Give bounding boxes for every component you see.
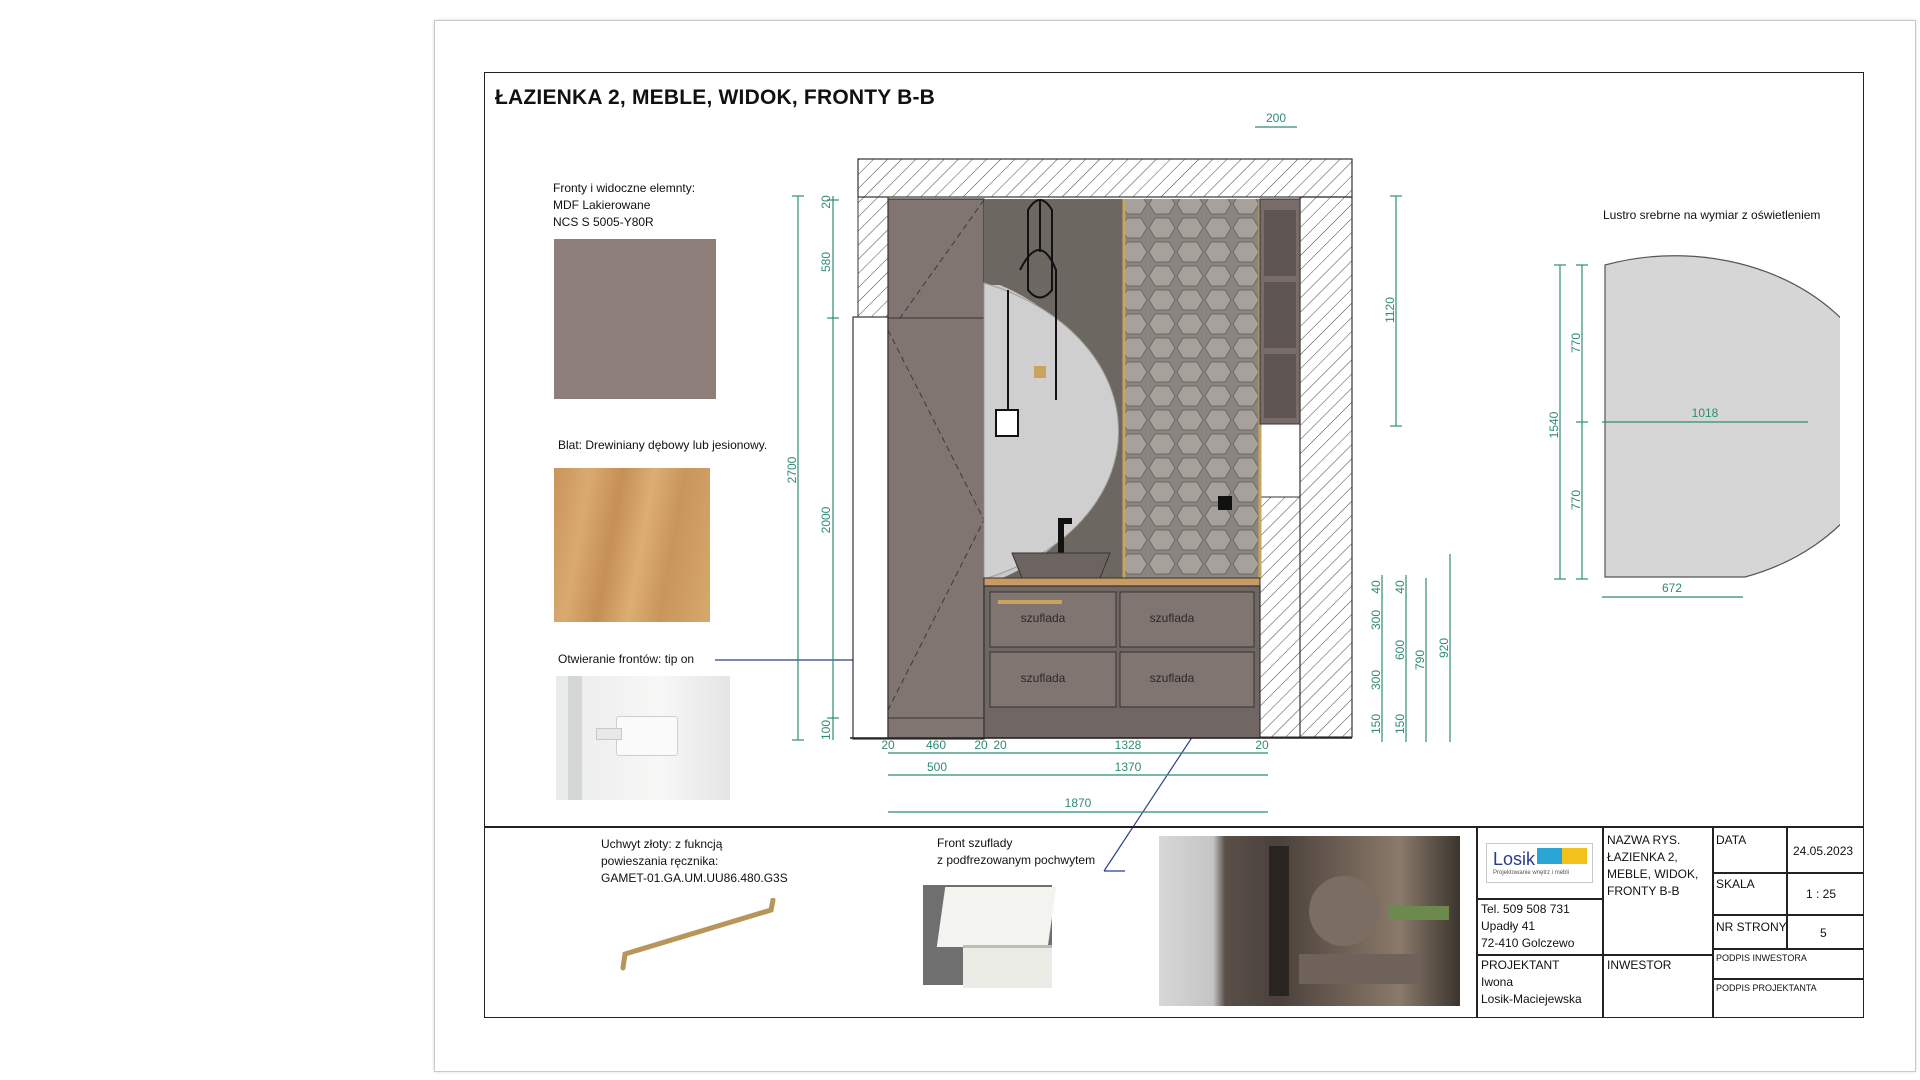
dim-bottom-20c: 20 (993, 738, 1007, 752)
dim-right-150b: 150 (1393, 713, 1407, 735)
shelf-1 (1264, 210, 1296, 276)
side-panel (853, 317, 888, 739)
dim-790: 790 (1413, 649, 1427, 671)
mirror-dim-1540: 1540 (1547, 411, 1561, 439)
projektant-name-2: Losik-Maciejewska (1481, 992, 1582, 1006)
projektant-name-1: Iwona (1481, 975, 1514, 989)
company-contact (1481, 901, 1574, 952)
skala-label: SKALA (1716, 877, 1755, 891)
projektant-label: PROJEKTANT (1481, 958, 1560, 972)
inwestor-label: INWESTOR (1607, 958, 1672, 972)
towel-handle-icon (623, 900, 773, 968)
dim-right-300b: 300 (1369, 669, 1383, 691)
dim-580: 580 (819, 251, 833, 273)
gold-handle-photo (615, 898, 785, 978)
mirror-dim-lower: 770 (1569, 489, 1583, 511)
mirror-dim-base: 672 (1661, 581, 1683, 595)
otwieranie-note: Otwieranie frontów: tip on (558, 652, 695, 666)
drawing-title: ŁAZIENKA 2, MEBLE, WIDOK, FRONTY B-B (495, 86, 936, 109)
fronty-line-2: MDF Lakierowane (553, 198, 651, 212)
tall-cabinet (888, 199, 984, 739)
tb-row-skala (1712, 914, 1864, 916)
nazwa-cell (1607, 832, 1698, 900)
render-vanity (1299, 954, 1419, 984)
uchwyt-line-1: Uchwyt złoty: z fukncją (601, 837, 723, 851)
countertop (984, 578, 1260, 586)
wall-switch-icon (1218, 496, 1232, 510)
shelf-3 (1264, 354, 1296, 418)
front-szuflady-note (937, 835, 1095, 869)
drawer-2-label: szuflada (1149, 611, 1195, 625)
podpis-inwestora-label: PODPIS INWESTORA (1716, 953, 1807, 963)
front-profile-photo (923, 885, 1052, 985)
dim-right-300a: 300 (1369, 609, 1383, 631)
company-tel: Tel. 509 508 731 (1481, 902, 1570, 916)
render-round-mirror (1309, 876, 1379, 946)
nazwa-line-3: FRONTY B-B (1607, 884, 1680, 898)
dim-2000: 2000 (819, 506, 833, 534)
fronty-line-1: Fronty i widoczne elemnty: (553, 181, 696, 195)
mirror-dim-upper: 770 (1569, 332, 1583, 354)
blat-note: Blat: Drewiniany dębowy lub jesionowy. (558, 438, 768, 452)
tb-row-logo (1476, 898, 1602, 900)
nazwa-label: NAZWA RYS. (1607, 833, 1681, 847)
uchwyt-line-3: GAMET-01.GA.UM.UU86.480.G3S (601, 871, 788, 885)
mirror-dim-width: 1018 (1691, 406, 1719, 420)
right-wall-section (1300, 197, 1352, 737)
dim-1870: 1870 (1064, 796, 1092, 810)
hex-tile-wall (1124, 199, 1260, 579)
dim-920: 920 (1437, 637, 1451, 659)
dim-right-40b: 40 (1393, 580, 1407, 594)
basin-icon (1012, 553, 1110, 578)
dim-right-40a: 40 (1369, 580, 1383, 594)
dim-right-150a: 150 (1369, 713, 1383, 735)
nr-strony-label: NR STRONY (1716, 920, 1787, 934)
lamp-fitting-icon (1034, 366, 1046, 378)
tb-row-data (1712, 872, 1864, 874)
company-address-2: 72-410 Golczewo (1481, 936, 1575, 950)
front-profile-groove (963, 945, 1052, 988)
lamp-bulb-icon (996, 410, 1018, 436)
render-door-frame (1269, 846, 1289, 996)
dim-2700: 2700 (785, 456, 799, 484)
logo-tagline: Projektowanie wnętrz i mebli (1493, 870, 1570, 876)
mirror-label: Lustro srebrne na wymiar z oświetleniem (1603, 208, 1821, 222)
uchwyt-line-2: powieszania ręcznika: (601, 854, 719, 868)
dim-1328: 1328 (1114, 738, 1142, 752)
logo-colorbar (1537, 848, 1587, 864)
dim-500: 500 (926, 760, 948, 774)
dim-bottom-20b: 20 (974, 738, 988, 752)
drawer-1-label: szuflada (1020, 611, 1066, 625)
dim-200: 200 (1265, 111, 1287, 125)
projektant-cell (1481, 957, 1582, 1008)
dim-1120: 1120 (1383, 297, 1397, 323)
front-profile-top (937, 887, 1056, 947)
tb-col-2 (1712, 826, 1714, 1018)
front-szuflady-line-1: Front szuflady (937, 836, 1013, 850)
nazwa-line-1: ŁAZIENKA 2, (1607, 850, 1678, 864)
dim-600: 600 (1393, 639, 1407, 661)
tb-row-podpis (1712, 978, 1864, 980)
skala-value: 1 : 25 (1806, 887, 1837, 901)
half-round-mirror (1605, 256, 1840, 577)
ceiling-section (858, 159, 1352, 197)
nazwa-line-2: MEBLE, WIDOK, (1607, 867, 1699, 881)
company-logo (1486, 843, 1593, 883)
dim-bottom-20d: 20 (1255, 738, 1269, 752)
tb-row-nr (1712, 948, 1864, 950)
dim-bottom-20a: 20 (881, 738, 895, 752)
tb-col-1 (1602, 826, 1604, 1018)
lower-band-divider (484, 826, 1864, 828)
dim-100: 100 (819, 719, 833, 741)
shelf-2 (1264, 282, 1296, 348)
company-address-1: Upadły 41 (1481, 919, 1536, 933)
nr-strony-value: 5 (1820, 926, 1827, 940)
tb-border-left (1476, 826, 1478, 1018)
front-szuflady-line-2: z podfrezowanym pochwytem (937, 853, 1096, 867)
data-value: 24.05.2023 (1793, 844, 1854, 858)
logo-text: Losik (1493, 849, 1536, 869)
drawer-4-label: szuflada (1149, 671, 1195, 685)
mirror-drawing (1540, 255, 1840, 615)
left-wall-section (858, 197, 888, 327)
gold-handle-icon (998, 600, 1062, 604)
uchwyt-note (601, 836, 788, 887)
podpis-projektanta-label: PODPIS PROJEKTANTA (1716, 983, 1817, 993)
dim-460: 460 (925, 738, 947, 752)
drawer-3-label: szuflada (1020, 671, 1066, 685)
dim-left-20: 20 (819, 195, 833, 209)
interior-render-photo (1159, 836, 1460, 1006)
data-label: DATA (1716, 833, 1747, 847)
right-niche-section (1260, 497, 1300, 737)
tb-row-projektant (1476, 954, 1712, 956)
fronty-line-3: NCS S 5005-Y80R (553, 215, 654, 229)
dim-1370: 1370 (1114, 760, 1142, 774)
faucet-spout-icon (1058, 518, 1072, 524)
render-plants (1389, 906, 1449, 920)
